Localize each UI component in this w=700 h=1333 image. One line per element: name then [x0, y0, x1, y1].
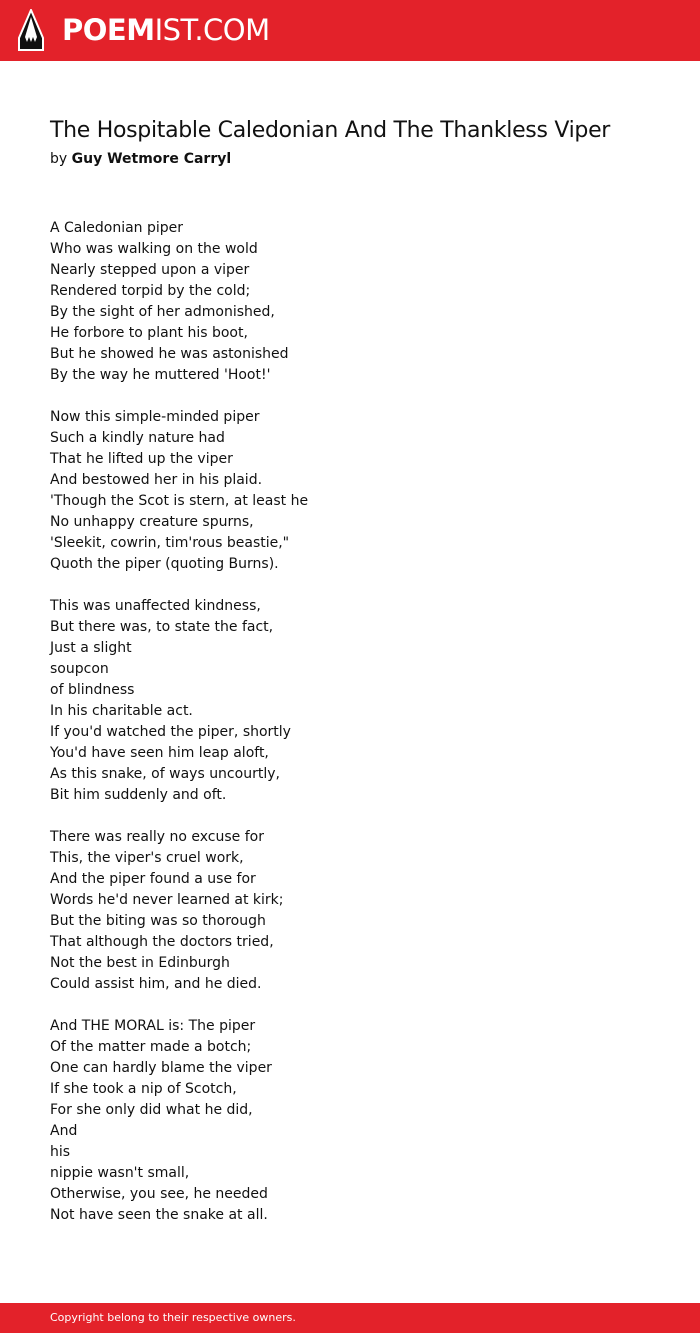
poem-line: This was unaffected kindness, [50, 598, 261, 614]
poem-line: nippie wasn't small, [50, 1165, 190, 1181]
poem-line: A Caledonian piper [50, 220, 184, 236]
poem-line: Now this simple-minded piper [50, 409, 260, 425]
poem-line: Just a slight [50, 640, 132, 656]
poem-line: of blindness [50, 682, 135, 698]
byline [50, 148, 231, 170]
stanza-1 [50, 218, 650, 386]
copyright-text: Copyright belong to their respective owners. [50, 1311, 296, 1324]
stanza-2 [50, 407, 650, 575]
stanza-5 [50, 1016, 650, 1226]
poem-line: soupcon [50, 661, 109, 677]
poem-line: There was really no excuse for [50, 829, 264, 845]
poem-line: By the way he muttered 'Hoot!' [50, 367, 271, 383]
poem-body [50, 218, 650, 1247]
poem-line: Otherwise, you see, he needed [50, 1186, 268, 1202]
poem-line: In his charitable act. [50, 703, 193, 719]
poem-line: And bestowed her in his plaid. [50, 472, 263, 488]
author-name[interactable]: Guy Wetmore Carryl [71, 151, 232, 167]
poem-line: Could assist him, and he died. [50, 976, 262, 992]
poem-line: That although the doctors tried, [50, 934, 274, 950]
poem-line: And THE MORAL is: The piper [50, 1018, 256, 1034]
poem-line: 'Though the Scot is stern, at least he [50, 493, 309, 509]
pen-nib-icon[interactable] [17, 9, 45, 51]
poem-line: And the piper found a use for [50, 871, 256, 887]
poem-line: This, the viper's cruel work, [50, 850, 244, 866]
poem-line: For she only did what he did, [50, 1102, 253, 1118]
poem-line: One can hardly blame the viper [50, 1060, 272, 1076]
poem-line: As this snake, of ways uncourtly, [50, 766, 280, 782]
poem-line: Bit him suddenly and oft. [50, 787, 227, 803]
poem-line: Quoth the piper (quoting Burns). [50, 556, 279, 572]
poem-line: By the sight of her admonished, [50, 304, 275, 320]
poem-line: If you'd watched the piper, shortly [50, 724, 291, 740]
poem-line: Of the matter made a botch; [50, 1039, 252, 1055]
poem-line: You'd have seen him leap aloft, [50, 745, 269, 761]
poem-line: Words he'd never learned at kirk; [50, 892, 284, 908]
poem-line: Rendered torpid by the cold; [50, 283, 251, 299]
poem-line: Not have seen the snake at all. [50, 1207, 268, 1223]
poem-line: He forbore to plant his boot, [50, 325, 248, 341]
site-logo[interactable] [62, 10, 270, 50]
poem-line: his [50, 1144, 71, 1160]
poem-line: But the biting was so thorough [50, 913, 266, 929]
poem-line: If she took a nip of Scotch, [50, 1081, 237, 1097]
site-header [0, 0, 700, 61]
poem-title: The Hospitable Caledonian And The Thankless Viper [50, 118, 611, 143]
poem-line: Such a kindly nature had [50, 430, 225, 446]
logo-text-light: IST.COM [154, 13, 270, 47]
poem-line: Not the best in Edinburgh [50, 955, 230, 971]
poem-line: But there was, to state the fact, [50, 619, 274, 635]
poem-line: But he showed he was astonished [50, 346, 289, 362]
poem-line: That he lifted up the viper [50, 451, 233, 467]
site-footer [0, 1303, 700, 1333]
poem-line: 'Sleekit, cowrin, tim'rous beastie," [50, 535, 290, 551]
poem-line: And [50, 1123, 78, 1139]
logo-text-bold: POEM [62, 13, 155, 47]
stanza-4 [50, 827, 650, 995]
poem-line: No unhappy creature spurns, [50, 514, 254, 530]
poem-line: Nearly stepped upon a viper [50, 262, 250, 278]
by-label: by [50, 151, 68, 167]
poem-line: Who was walking on the wold [50, 241, 258, 257]
stanza-3 [50, 596, 650, 806]
